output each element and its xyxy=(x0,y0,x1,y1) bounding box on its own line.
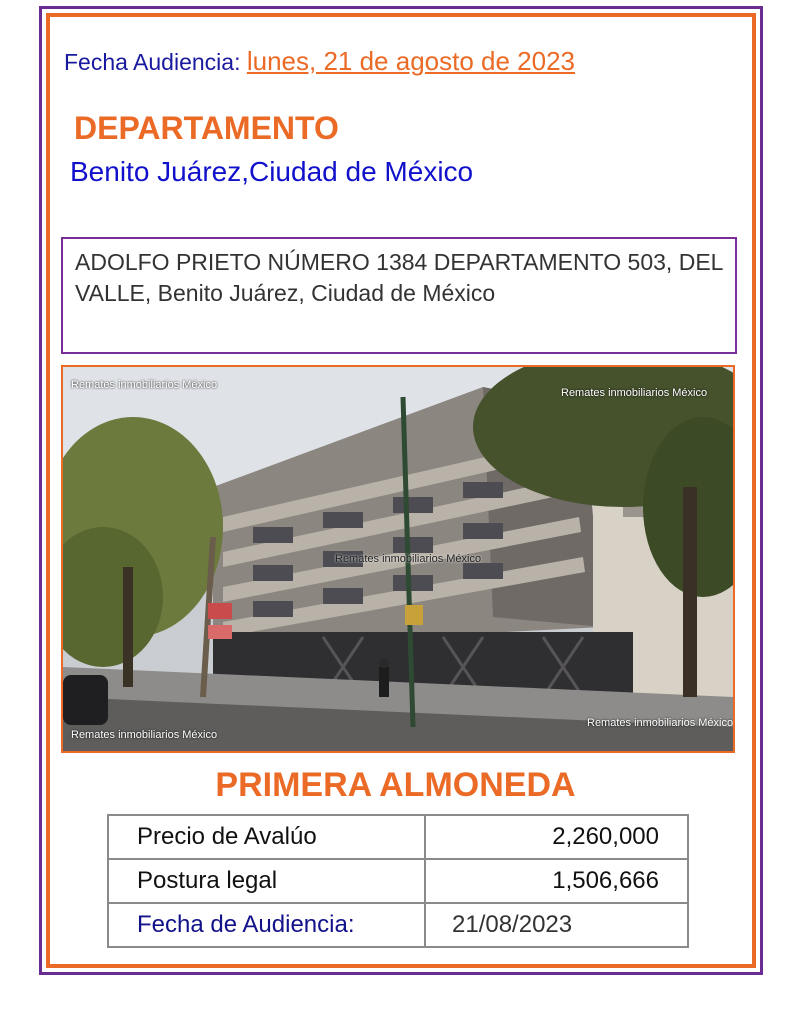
watermark: Remates inmobiliarios México xyxy=(561,387,708,399)
hearing-date-value: 21/08/2023 xyxy=(425,903,688,947)
price-table xyxy=(107,814,689,948)
watermark: Remates inmobiliarios México xyxy=(71,379,218,391)
table-row xyxy=(108,903,688,947)
hearing-date-link[interactable]: lunes, 21 de agosto de 2023 xyxy=(246,46,576,76)
appraisal-label: Precio de Avalúo xyxy=(108,815,425,859)
watermark: Remates inmobiliarios México xyxy=(587,717,734,729)
auction-title: PRIMERA ALMONEDA xyxy=(215,766,576,804)
property-location: Benito Juárez,Ciudad de México xyxy=(70,156,474,187)
table-row xyxy=(108,815,688,859)
address-text: ADOLFO PRIETO NÚMERO 1384 DEPARTAMENTO 503, DEL VALLE, Benito Juárez, Ciudad de México xyxy=(75,249,723,306)
watermark: Remates inmobiliarios México xyxy=(71,729,218,741)
hearing-label: Fecha Audiencia: xyxy=(64,49,241,75)
property-type: DEPARTAMENTO xyxy=(74,110,339,146)
address-box xyxy=(61,237,737,354)
hearing-date-label: Fecha de Audiencia: xyxy=(108,903,425,947)
property-photo xyxy=(61,365,735,753)
legal-bid-label: Postura legal xyxy=(108,859,425,903)
watermark: Remates inmobiliarios México xyxy=(335,553,482,565)
appraisal-value: 2,260,000 xyxy=(425,815,688,859)
legal-bid-value: 1,506,666 xyxy=(425,859,688,903)
hearing-date-line xyxy=(64,46,575,77)
table-row xyxy=(108,859,688,903)
